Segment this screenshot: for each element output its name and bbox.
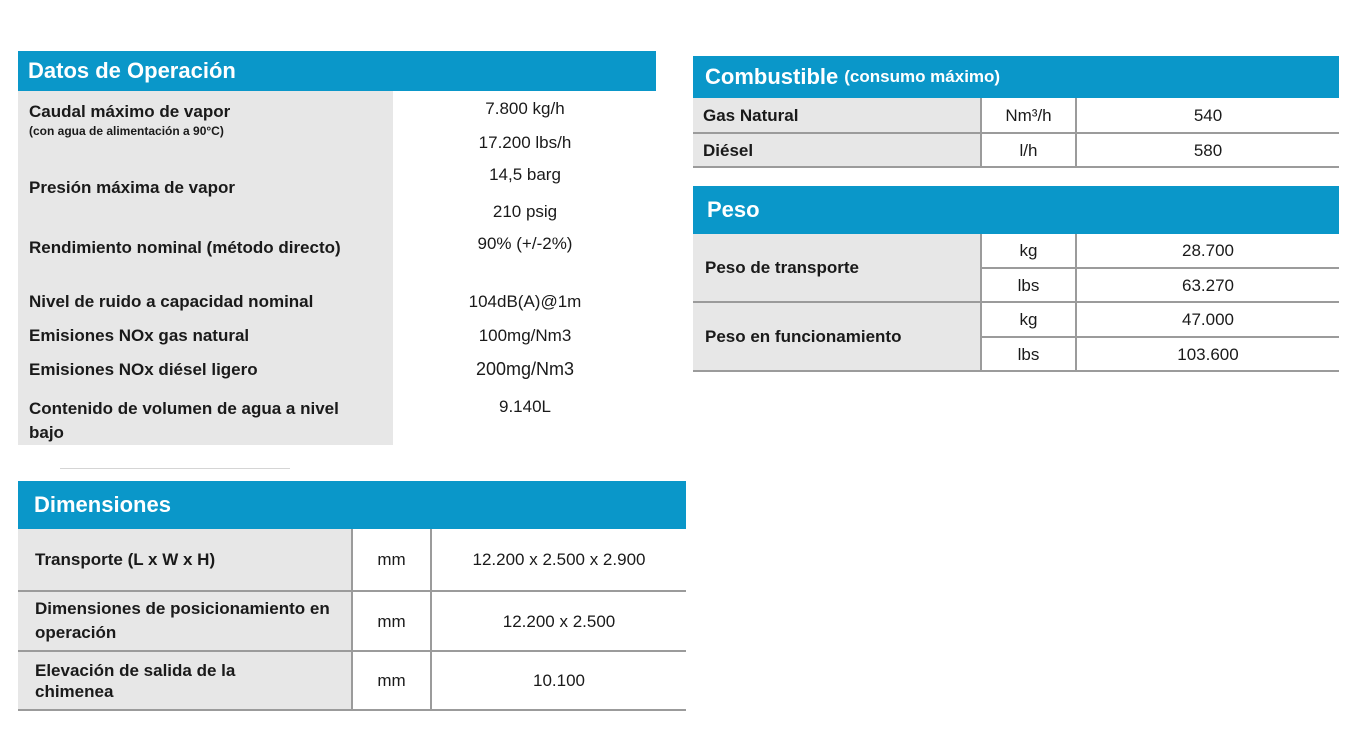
- operacion-label-nox-diesel: Emisiones NOx diésel ligero: [29, 360, 258, 379]
- operacion-header: [18, 51, 656, 91]
- dimensiones-header: [18, 481, 686, 529]
- combustible-unit-gas: Nm³/h: [1005, 105, 1052, 125]
- operacion-label-ruido: Nivel de ruido a capacidad nominal: [29, 292, 314, 311]
- peso-value-funcionamiento-kg: 47.000: [1182, 310, 1234, 329]
- operacion-value-nox-diesel: 200mg/Nm3: [475, 359, 575, 379]
- peso-label-funcionamiento: Peso en funcionamiento: [705, 327, 902, 346]
- peso-value-funcionamiento-lbs: 103.600: [1177, 344, 1239, 364]
- peso-unit-transporte-kg: kg: [1019, 241, 1038, 260]
- dimensiones-unit-transporte: mm: [377, 550, 406, 569]
- peso-label-transporte: Peso de transporte: [705, 258, 859, 277]
- peso-header: [693, 186, 1339, 234]
- dimensiones-value-posicionamiento: 12.200 x 2.500: [502, 611, 616, 631]
- peso-value-transporte-lbs: 63.270: [1182, 275, 1234, 295]
- dimensiones-label-chimenea: Elevación de salida de la chimenea: [35, 660, 236, 701]
- operacion-label-volumen: Contenido de volumen de agua a nivel bajo: [29, 399, 339, 442]
- dimensiones-label-posicionamiento: Dimensiones de posicionamiento en operación: [35, 599, 330, 642]
- dimensiones-unit-chimenea: mm: [377, 671, 406, 690]
- operacion-value-caudal-kg: 7.800 kg/h: [485, 99, 565, 118]
- combustible-label-diesel: Diésel: [703, 140, 754, 160]
- dimensiones-value-chimenea: 10.100: [533, 671, 585, 690]
- combustible-unit-diesel: l/h: [1019, 140, 1038, 160]
- operacion-value-rendimiento: 90% (+/-2%): [477, 234, 573, 253]
- combustible-value-diesel: 580: [1193, 140, 1223, 160]
- operacion-value-nox-gas: 100mg/Nm3: [478, 326, 572, 345]
- combustible-value-gas: 540: [1193, 105, 1223, 125]
- peso-title: Peso: [707, 197, 760, 222]
- peso-unit-funcionamiento-lbs: lbs: [1017, 344, 1040, 364]
- operacion-value-caudal-lbs: 17.200 lbs/h: [478, 133, 572, 152]
- operacion-label-rendimiento: Rendimiento nominal (método directo): [29, 238, 341, 257]
- combustible-title: Combustible: [705, 64, 839, 89]
- operacion-label-nox-gas: Emisiones NOx gas natural: [29, 326, 250, 345]
- dimensiones-unit-posicionamiento: mm: [377, 611, 406, 631]
- operacion-label-column: [18, 91, 393, 445]
- peso-value-transporte-kg: 28.700: [1182, 241, 1234, 260]
- combustible-subtitle: (consumo máximo): [844, 67, 1001, 86]
- operacion-label-caudal: Caudal máximo de vapor: [29, 102, 231, 121]
- operacion-value-volumen: 9.140L: [499, 397, 551, 416]
- operacion-value-ruido: 104dB(A)@1m: [468, 292, 582, 311]
- dimensiones-title: Dimensiones: [34, 492, 171, 517]
- operacion-value-presion-psig: 210 psig: [492, 202, 558, 221]
- operacion-value-presion-barg: 14,5 barg: [489, 165, 561, 184]
- dimensiones-value-transporte: 12.200 x 2.500 x 2.900: [472, 550, 646, 569]
- peso-unit-transporte-lbs: lbs: [1017, 275, 1040, 295]
- operacion-sublabel-caudal: (con agua de alimentación a 90°C): [29, 124, 224, 138]
- combustible-header: [693, 56, 1339, 98]
- peso-unit-funcionamiento-kg: kg: [1019, 310, 1038, 329]
- operacion-label-presion: Presión máxima de vapor: [29, 178, 235, 197]
- dimensiones-label-transporte: Transporte (L x W x H): [35, 550, 216, 569]
- operacion-title: Datos de Operación: [28, 58, 236, 83]
- combustible-label-gas: Gas Natural: [703, 105, 799, 125]
